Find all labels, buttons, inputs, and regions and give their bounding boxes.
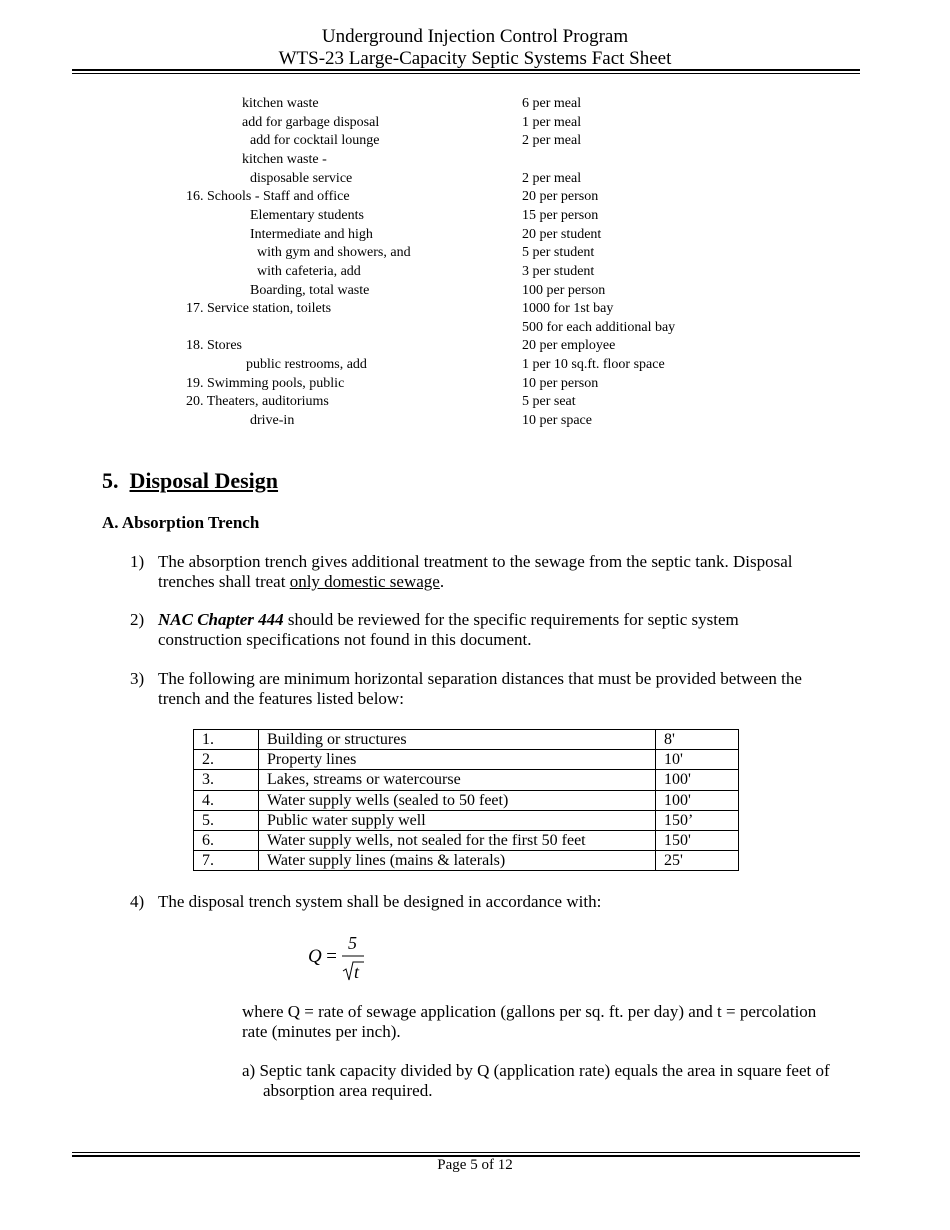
flow-rate-row bbox=[0, 95, 950, 114]
row-number: 4. bbox=[194, 790, 259, 810]
flow-rate-value: 500 for each additional bay bbox=[522, 319, 676, 335]
note-a: a) Septic tank capacity divided by Q (application rate) equals the area in square feet of absorption area required. bbox=[242, 1061, 830, 1100]
flow-rate-label: kitchen waste - bbox=[242, 151, 327, 167]
flow-rate-row bbox=[0, 132, 950, 151]
item-number: 1) bbox=[130, 552, 145, 571]
flow-rate-label: Intermediate and high bbox=[250, 226, 373, 242]
table-row bbox=[194, 770, 739, 790]
table-row bbox=[194, 851, 739, 871]
flow-rate-value: 6 per meal bbox=[522, 96, 582, 111]
flow-rate-row bbox=[0, 375, 950, 394]
feature-cell: Property lines bbox=[259, 750, 656, 770]
row-number: 1. bbox=[194, 730, 259, 750]
distance-cell: 100' bbox=[656, 790, 739, 810]
flow-rate-row bbox=[0, 393, 950, 412]
flow-rate-value: 3 per student bbox=[522, 263, 595, 279]
flow-rate-label: add for cocktail lounge bbox=[250, 133, 380, 149]
table-row bbox=[194, 830, 739, 850]
feature-cell: Water supply lines (mains & laterals) bbox=[259, 851, 656, 871]
flow-rate-row bbox=[0, 319, 950, 338]
flow-rate-label: 18. Stores bbox=[186, 338, 242, 354]
feature-cell: Building or structures bbox=[259, 730, 656, 750]
flow-rate-value: 1000 for 1st bay bbox=[522, 301, 614, 317]
flow-rate-label: add for garbage disposal bbox=[242, 114, 380, 130]
table-row bbox=[194, 810, 739, 830]
feature-cell: Public water supply well bbox=[259, 810, 656, 830]
flow-rate-value: 2 per meal bbox=[522, 170, 582, 186]
distance-cell: 25' bbox=[656, 851, 739, 871]
formula-equals: = bbox=[325, 946, 338, 967]
flow-rate-row bbox=[0, 114, 950, 133]
flow-rate-row bbox=[0, 412, 950, 431]
item-text-part: . bbox=[439, 572, 445, 591]
application-rate-formula bbox=[308, 932, 378, 984]
flow-rate-row bbox=[0, 170, 950, 189]
flow-rate-label: kitchen waste bbox=[242, 96, 319, 111]
distance-cell: 150' bbox=[656, 830, 739, 850]
distance-cell: 100' bbox=[656, 770, 739, 790]
item-number: 3) bbox=[130, 669, 145, 688]
header-rule-thin bbox=[72, 73, 860, 74]
flow-rate-value: 100 per person bbox=[522, 282, 606, 298]
item-text-part: should be reviewed for the specific requirements for septic system construction specifications not found in this document. bbox=[158, 610, 739, 649]
section-heading bbox=[102, 467, 278, 495]
flow-rate-value: 15 per person bbox=[522, 207, 599, 223]
row-number: 3. bbox=[194, 770, 259, 790]
distance-cell: 10' bbox=[656, 750, 739, 770]
flow-rate-value: 10 per person bbox=[522, 375, 599, 391]
item-text-part: The absorption trench gives additional treatment to the sewage from the septic tank. Disposal trenches shall treat bbox=[158, 552, 793, 591]
flow-rate-value: 2 per meal bbox=[522, 133, 582, 149]
item-text: The disposal trench system shall be designed in accordance with: bbox=[158, 892, 602, 911]
subsection-heading: A. Absorption Trench bbox=[102, 513, 260, 532]
formula-lhs: Q bbox=[308, 946, 322, 967]
row-number: 2. bbox=[194, 750, 259, 770]
flow-rate-value: 20 per employee bbox=[522, 338, 616, 354]
flow-rate-value: 20 per person bbox=[522, 189, 599, 205]
item-text bbox=[158, 610, 823, 650]
row-number: 5. bbox=[194, 810, 259, 830]
footer-rule-thin bbox=[72, 1152, 860, 1153]
formula-definition: where Q = rate of sewage application (gallons per sq. ft. per day) and t = percolation rate (minutes per inch). bbox=[242, 1002, 817, 1041]
flow-rate-label: Boarding, total waste bbox=[250, 282, 370, 298]
flow-rate-label: Elementary students bbox=[250, 207, 364, 223]
separation-distance-table bbox=[193, 729, 739, 871]
header-rule bbox=[72, 69, 860, 71]
nac-reference: NAC Chapter 444 bbox=[158, 610, 284, 629]
flow-rate-label: disposable service bbox=[250, 170, 353, 186]
flow-rate-row bbox=[0, 151, 950, 170]
flow-rate-label: 17. Service station, toilets bbox=[186, 301, 332, 317]
flow-rate-label: public restrooms, add bbox=[246, 357, 367, 373]
page-number: Page 5 of 12 bbox=[437, 1157, 513, 1173]
flow-rate-value: 5 per student bbox=[522, 245, 595, 261]
table-row bbox=[194, 750, 739, 770]
feature-cell: Water supply wells (sealed to 50 feet) bbox=[259, 790, 656, 810]
formula-numerator: 5 bbox=[348, 933, 357, 953]
flow-rate-row bbox=[0, 263, 950, 282]
flow-rate-label: 20. Theaters, auditoriums bbox=[186, 394, 329, 410]
distance-cell: 8' bbox=[656, 730, 739, 750]
flow-rate-row bbox=[0, 244, 950, 263]
flow-rate-label: drive-in bbox=[250, 413, 295, 429]
flow-rate-value: 10 per space bbox=[522, 413, 592, 429]
item-number: 2) bbox=[130, 610, 145, 629]
flow-rate-row bbox=[0, 188, 950, 207]
header-document-title: WTS-23 Large-Capacity Septic Systems Fact Sheet bbox=[278, 48, 672, 69]
item-number: 4) bbox=[130, 892, 145, 911]
flow-rate-label: with gym and showers, and bbox=[257, 245, 411, 261]
flow-rate-label: with cafeteria, add bbox=[257, 263, 361, 279]
formula-radicand: t bbox=[354, 962, 360, 982]
flow-rate-row bbox=[0, 300, 950, 319]
header-program-title: Underground Injection Control Program bbox=[321, 26, 629, 47]
flow-rate-row bbox=[0, 282, 950, 301]
section-title: Disposal Design bbox=[129, 468, 279, 493]
feature-cell: Lakes, streams or watercourse bbox=[259, 770, 656, 790]
table-row bbox=[194, 790, 739, 810]
flow-rate-value: 20 per student bbox=[522, 226, 602, 242]
flow-rate-row bbox=[0, 207, 950, 226]
item-text bbox=[158, 552, 823, 592]
flow-rate-label: 19. Swimming pools, public bbox=[186, 375, 345, 391]
table-row bbox=[194, 730, 739, 750]
flow-rate-label: 16. Schools - Staff and office bbox=[186, 189, 350, 205]
item-text: The following are minimum horizontal separation distances that must be provided between the trench and the features listed below: bbox=[158, 669, 802, 708]
flow-rate-row bbox=[0, 337, 950, 356]
flow-rate-value: 5 per seat bbox=[522, 394, 576, 410]
underlined-emphasis: only domestic sewage bbox=[289, 572, 440, 591]
row-number: 7. bbox=[194, 851, 259, 871]
distance-cell: 150’ bbox=[656, 810, 739, 830]
flow-rate-row bbox=[0, 356, 950, 375]
flow-rate-value: 1 per 10 sq.ft. floor space bbox=[522, 357, 665, 373]
flow-rate-value: 1 per meal bbox=[522, 114, 582, 130]
section-number: 5. bbox=[102, 468, 119, 493]
row-number: 6. bbox=[194, 830, 259, 850]
feature-cell: Water supply wells, not sealed for the first 50 feet bbox=[259, 830, 656, 850]
flow-rate-row bbox=[0, 226, 950, 245]
